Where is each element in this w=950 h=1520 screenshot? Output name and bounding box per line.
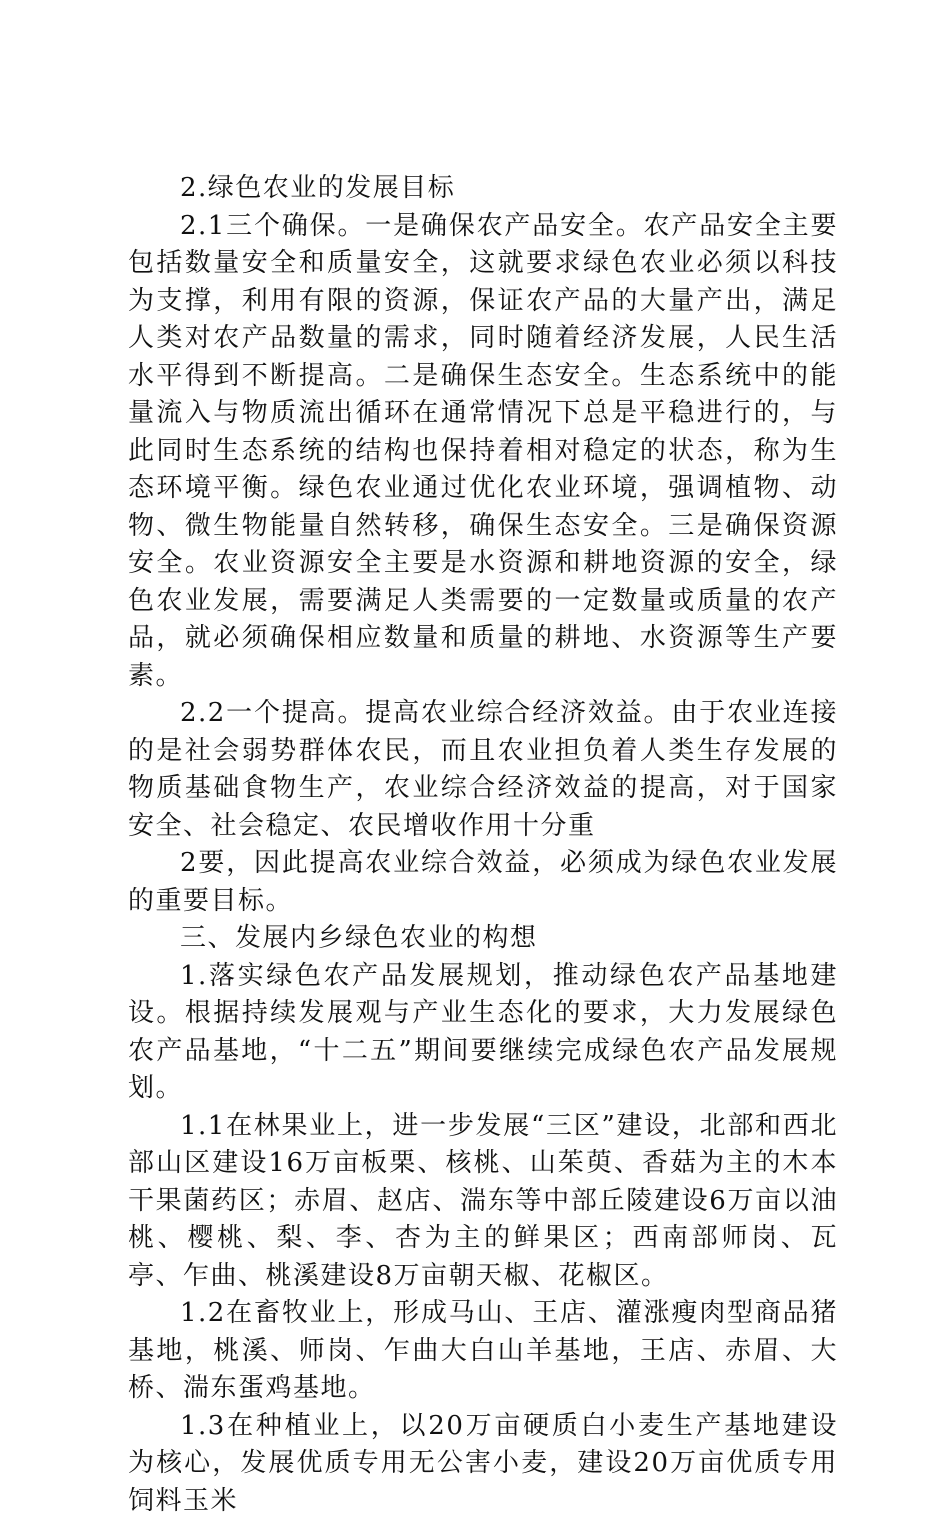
paragraph-one-improvement: 2.2一个提高。提高农业综合经济效益。由于农业连接的是社会弱势群体农民，而且农业担负着人类生存发展的物质基础食物生产，农业综合经济效益的提高，对于国家安全、社会稳定、农民增收作用十分重	[128, 695, 838, 845]
document-body	[128, 170, 838, 1520]
paragraph-planting: 1.3在种植业上，以20万亩硬质白小麦生产基地建设为核心，发展优质专用无公害小麦，建设20万亩优质专用饲料玉米	[128, 1408, 838, 1520]
paragraph-forestry: 1.1在林果业上，进一步发展“三区”建设，北部和西北部山区建设16万亩板栗、核桃、山茱萸、香菇为主的木本干果菌药区；赤眉、赵店、湍东等中部丘陵建设6万亩以油桃、樱桃、梨、李、杏为主的鲜果区；西南部师岗、瓦亭、乍曲、桃溪建设8万亩朝天椒、花椒区。	[128, 1108, 838, 1296]
section-heading-goals: 2.绿色农业的发展目标	[128, 170, 838, 208]
paragraph-continuation: 2要，因此提高农业综合效益，必须成为绿色农业发展的重要目标。	[128, 845, 838, 920]
paragraph-planning: 1.落实绿色农产品发展规划，推动绿色农产品基地建设。根据持续发展观与产业生态化的要求，大力发展绿色农产品基地，“十二五”期间要继续完成绿色农产品发展规划。	[128, 958, 838, 1108]
paragraph-livestock: 1.2在畜牧业上，形成马山、王店、灌涨瘦肉型商品猪基地，桃溪、师岗、乍曲大白山羊基地，王店、赤眉、大桥、湍东蛋鸡基地。	[128, 1295, 838, 1408]
section-heading-concept: 三、发展内乡绿色农业的构想	[128, 920, 838, 958]
paragraph-three-ensures: 2.1三个确保。一是确保农产品安全。农产品安全主要包括数量安全和质量安全，这就要求绿色农业必须以科技为支撑，利用有限的资源，保证农产品的大量产出，满足人类对农产品数量的需求，同时随着经济发展，人民生活水平得到不断提高。二是确保生态安全。生态系统中的能量流入与物质流出循环在通常情况下总是平稳进行的，与此同时生态系统的结构也保持着相对稳定的状态，称为生态环境平衡。绿色农业通过优化农业环境，强调植物、动物、微生物能量自然转移，确保生态安全。三是确保资源安全。农业资源安全主要是水资源和耕地资源的安全，绿色农业发展，需要满足人类需要的一定数量或质量的农产品，就必须确保相应数量和质量的耕地、水资源等生产要素。	[128, 208, 838, 696]
